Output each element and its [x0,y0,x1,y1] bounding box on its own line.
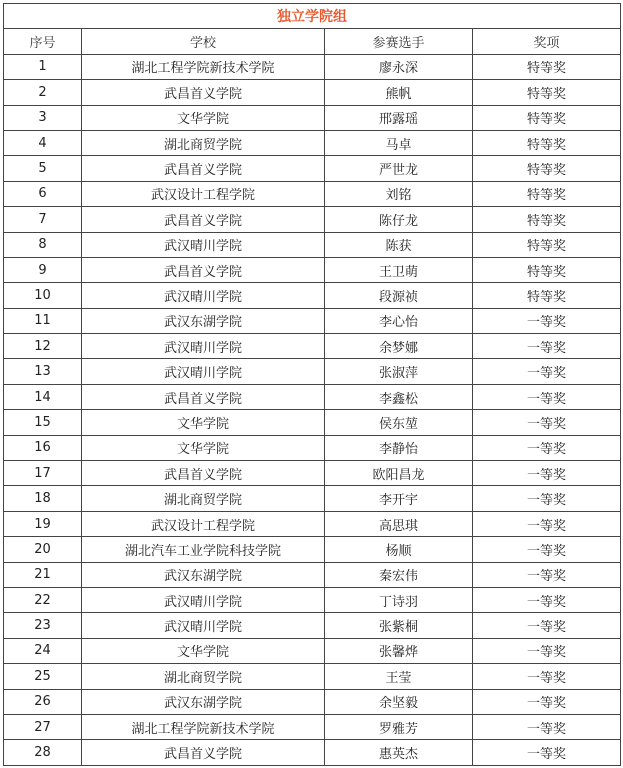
cell-contestant: 张馨烨 [325,638,473,663]
cell-award: 特等奖 [473,130,621,155]
cell-contestant: 张紫桐 [325,613,473,638]
cell-contestant: 王莹 [325,664,473,689]
table-row [4,587,621,612]
cell-index: 15 [4,410,82,435]
cell-contestant: 马卓 [325,130,473,155]
cell-index: 6 [4,181,82,206]
cell-school: 湖北工程学院新技术学院 [82,714,325,739]
cell-school: 武汉东湖学院 [82,308,325,333]
column-header-school: 学校 [82,29,325,54]
cell-award: 一等奖 [473,537,621,562]
table-row [4,486,621,511]
cell-index: 7 [4,207,82,232]
cell-award: 一等奖 [473,410,621,435]
column-header-index: 序号 [4,29,82,54]
cell-contestant: 李心怡 [325,308,473,333]
cell-index: 11 [4,308,82,333]
cell-award: 一等奖 [473,461,621,486]
table-row [4,638,621,663]
cell-award: 一等奖 [473,714,621,739]
cell-school: 武汉晴川学院 [82,359,325,384]
table-row [4,537,621,562]
cell-index: 1 [4,54,82,79]
cell-award: 一等奖 [473,435,621,460]
cell-award: 一等奖 [473,308,621,333]
cell-school: 湖北商贸学院 [82,664,325,689]
cell-contestant: 邢露瑶 [325,105,473,130]
cell-index: 20 [4,537,82,562]
cell-school: 湖北商贸学院 [82,130,325,155]
cell-school: 武汉设计工程学院 [82,181,325,206]
cell-award: 一等奖 [473,486,621,511]
cell-school: 武汉晴川学院 [82,587,325,612]
cell-contestant: 余梦娜 [325,334,473,359]
cell-index: 9 [4,257,82,282]
cell-award: 一等奖 [473,511,621,536]
table-row [4,689,621,714]
table-row [4,308,621,333]
cell-award: 特等奖 [473,283,621,308]
table-row [4,283,621,308]
cell-contestant: 侯东堃 [325,410,473,435]
cell-award: 特等奖 [473,80,621,105]
cell-school: 武汉晴川学院 [82,232,325,257]
cell-contestant: 惠英杰 [325,740,473,765]
cell-index: 28 [4,740,82,765]
table-body [4,54,621,765]
cell-index: 17 [4,461,82,486]
cell-index: 18 [4,486,82,511]
cell-school: 湖北汽车工业学院科技学院 [82,537,325,562]
cell-school: 武昌首义学院 [82,80,325,105]
table-row [4,207,621,232]
cell-award: 一等奖 [473,689,621,714]
cell-award: 一等奖 [473,587,621,612]
table-row [4,562,621,587]
cell-contestant: 陈仔龙 [325,207,473,232]
cell-school: 文华学院 [82,435,325,460]
cell-index: 8 [4,232,82,257]
table-row [4,461,621,486]
table-row [4,257,621,282]
cell-index: 14 [4,384,82,409]
cell-school: 文华学院 [82,410,325,435]
cell-contestant: 高思琪 [325,511,473,536]
cell-school: 文华学院 [82,105,325,130]
cell-award: 一等奖 [473,384,621,409]
cell-award: 特等奖 [473,257,621,282]
table-row [4,664,621,689]
cell-contestant: 罗雅芳 [325,714,473,739]
cell-contestant: 刘铭 [325,181,473,206]
table-row [4,714,621,739]
cell-award: 一等奖 [473,334,621,359]
table-row [4,384,621,409]
table-row [4,740,621,765]
cell-school: 湖北工程学院新技术学院 [82,54,325,79]
cell-contestant: 李鑫松 [325,384,473,409]
cell-school: 武昌首义学院 [82,740,325,765]
cell-index: 24 [4,638,82,663]
cell-contestant: 丁诗羽 [325,587,473,612]
cell-award: 特等奖 [473,156,621,181]
cell-index: 23 [4,613,82,638]
cell-index: 27 [4,714,82,739]
cell-index: 2 [4,80,82,105]
cell-school: 武汉设计工程学院 [82,511,325,536]
cell-contestant: 李静怡 [325,435,473,460]
table-title: 独立学院组 [4,4,621,29]
cell-contestant: 陈获 [325,232,473,257]
cell-award: 一等奖 [473,359,621,384]
table-row [4,80,621,105]
cell-index: 13 [4,359,82,384]
cell-index: 12 [4,334,82,359]
cell-school: 武昌首义学院 [82,207,325,232]
table-row [4,181,621,206]
cell-school: 湖北商贸学院 [82,486,325,511]
cell-school: 文华学院 [82,638,325,663]
cell-award: 特等奖 [473,181,621,206]
cell-index: 5 [4,156,82,181]
cell-contestant: 严世龙 [325,156,473,181]
cell-contestant: 段源祯 [325,283,473,308]
cell-school: 武汉晴川学院 [82,613,325,638]
table-row [4,334,621,359]
table-row [4,54,621,79]
cell-contestant: 廖永深 [325,54,473,79]
cell-award: 一等奖 [473,664,621,689]
cell-award: 一等奖 [473,613,621,638]
cell-school: 武汉东湖学院 [82,689,325,714]
cell-index: 25 [4,664,82,689]
cell-award: 一等奖 [473,740,621,765]
cell-school: 武昌首义学院 [82,461,325,486]
cell-index: 26 [4,689,82,714]
cell-index: 4 [4,130,82,155]
table-row [4,156,621,181]
cell-index: 16 [4,435,82,460]
cell-contestant: 余坚毅 [325,689,473,714]
cell-school: 武昌首义学院 [82,384,325,409]
cell-contestant: 王卫萌 [325,257,473,282]
cell-award: 特等奖 [473,232,621,257]
cell-award: 一等奖 [473,562,621,587]
table-row [4,435,621,460]
cell-contestant: 熊帆 [325,80,473,105]
cell-index: 22 [4,587,82,612]
cell-award: 特等奖 [473,207,621,232]
cell-award: 特等奖 [473,105,621,130]
header-row [4,29,621,54]
cell-award: 特等奖 [473,54,621,79]
cell-school: 武汉晴川学院 [82,283,325,308]
title-row [4,4,621,29]
column-header-award: 奖项 [473,29,621,54]
cell-contestant: 杨顺 [325,537,473,562]
table-row [4,613,621,638]
cell-index: 21 [4,562,82,587]
cell-award: 一等奖 [473,638,621,663]
cell-contestant: 李开宇 [325,486,473,511]
cell-index: 10 [4,283,82,308]
cell-school: 武昌首义学院 [82,257,325,282]
table-row [4,130,621,155]
cell-contestant: 张淑萍 [325,359,473,384]
table-row [4,232,621,257]
table-row [4,105,621,130]
table-row [4,410,621,435]
cell-school: 武汉东湖学院 [82,562,325,587]
cell-index: 3 [4,105,82,130]
cell-contestant: 秦宏伟 [325,562,473,587]
table-row [4,511,621,536]
cell-index: 19 [4,511,82,536]
column-header-contestant: 参赛选手 [325,29,473,54]
cell-school: 武汉晴川学院 [82,334,325,359]
awards-table [3,3,621,766]
table-row [4,359,621,384]
cell-school: 武昌首义学院 [82,156,325,181]
cell-contestant: 欧阳昌龙 [325,461,473,486]
